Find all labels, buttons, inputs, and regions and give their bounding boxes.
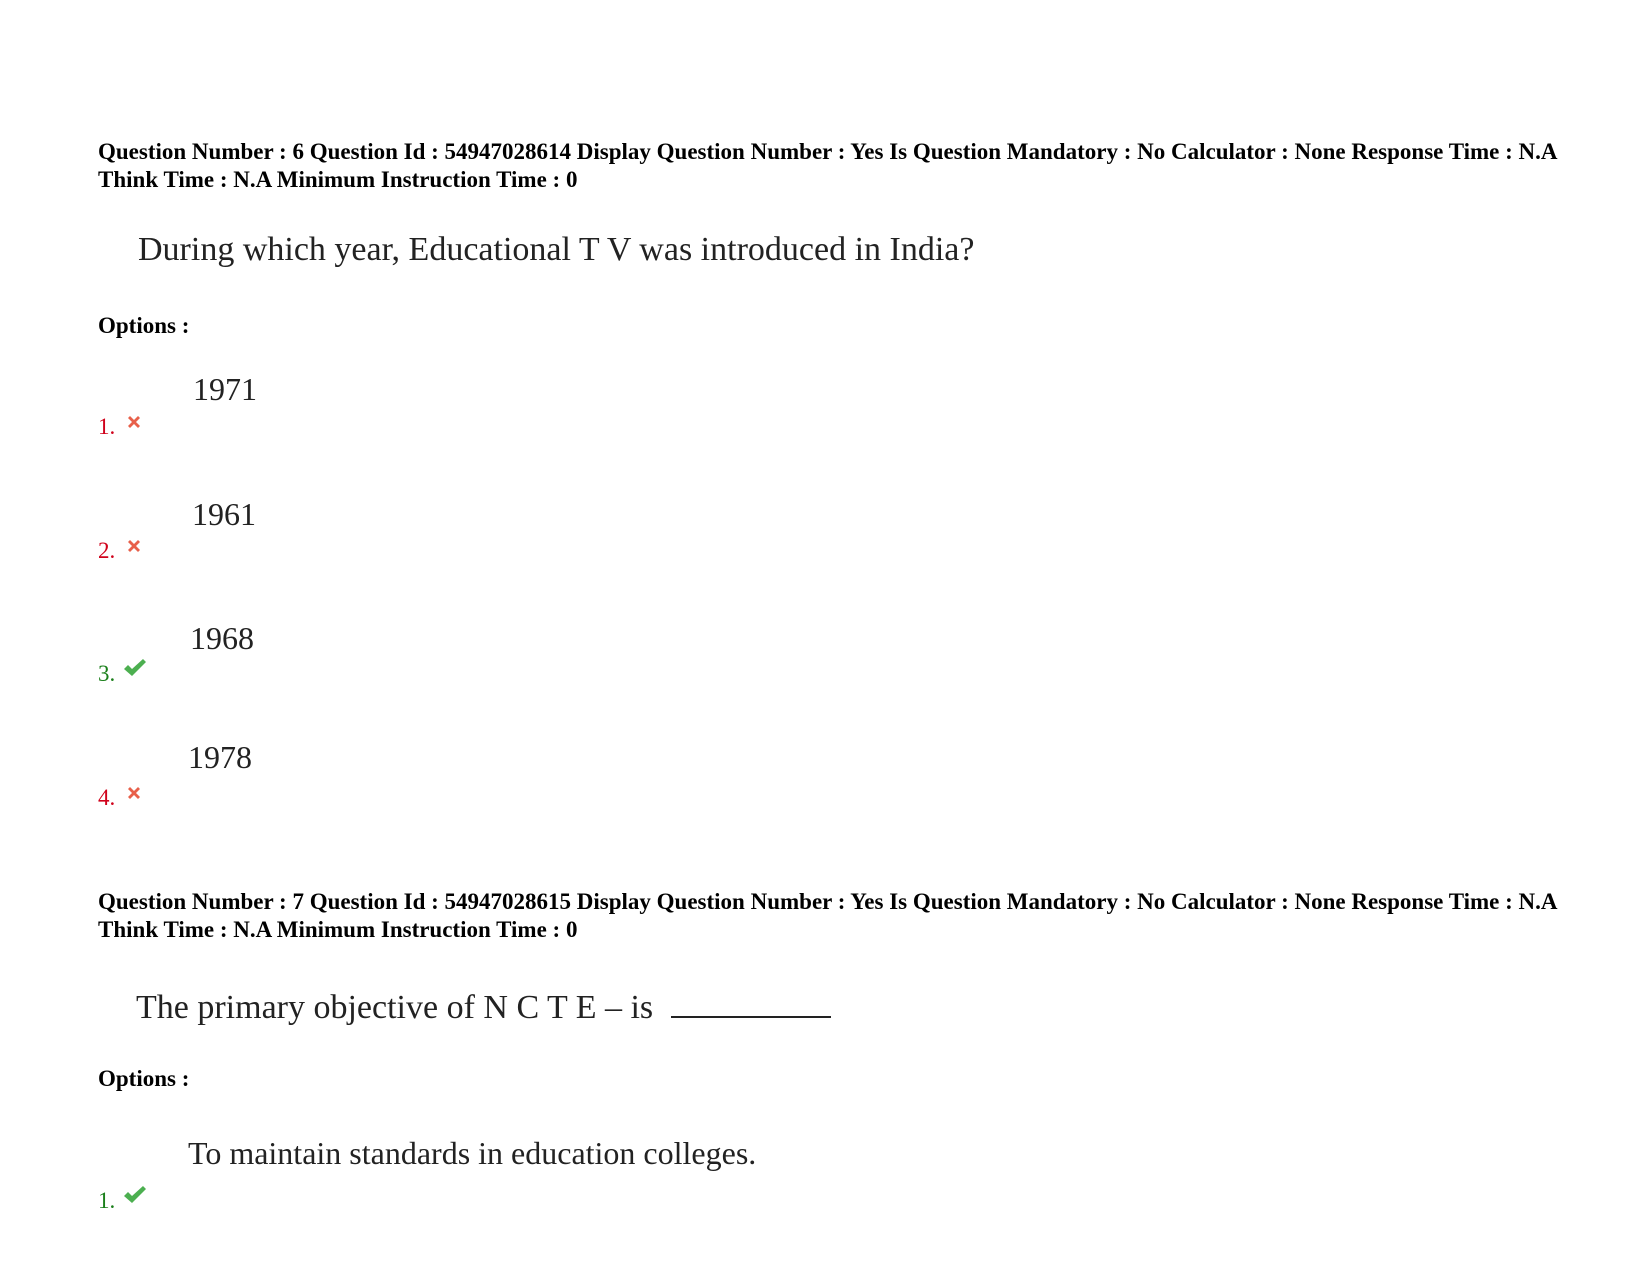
question-7-text: The primary objective of N C T E – is — [136, 989, 654, 1026]
question-6-options-label: Options : — [98, 313, 190, 338]
question-7-text-row — [136, 986, 831, 1027]
option-text: 1968 — [190, 620, 254, 656]
answer-blank — [671, 986, 831, 1018]
check-icon — [122, 1184, 148, 1206]
check-icon — [122, 657, 148, 679]
option-text: 1971 — [193, 371, 257, 407]
option-number: 1. — [98, 1188, 116, 1213]
cross-icon — [125, 413, 143, 431]
cross-icon — [125, 537, 143, 555]
option-number: 4. — [98, 785, 116, 810]
question-6-meta: Question Number : 6 Question Id : 54947028614 Display Question Number : Yes Is Question Mandatory : No Calculator : None Response Time : N.A Think Time : N.A Minimum Instruction Time : 0 — [98, 139, 1557, 192]
question-6-text: During which year, Educational T V was introduced in India? — [138, 231, 975, 268]
option-text: To maintain standards in education colleges. — [188, 1135, 757, 1171]
option-number: 2. — [98, 538, 116, 563]
option-number: 1. — [98, 414, 116, 439]
option-number: 3. — [98, 661, 116, 686]
question-7-meta: Question Number : 7 Question Id : 54947028615 Display Question Number : Yes Is Question Mandatory : No Calculator : None Response Time : N.A Think Time : N.A Minimum Instruction Time : 0 — [98, 889, 1557, 942]
question-7-options-label: Options : — [98, 1066, 190, 1091]
option-text: 1978 — [188, 739, 252, 775]
option-text: 1961 — [192, 496, 256, 532]
cross-icon — [125, 784, 143, 802]
